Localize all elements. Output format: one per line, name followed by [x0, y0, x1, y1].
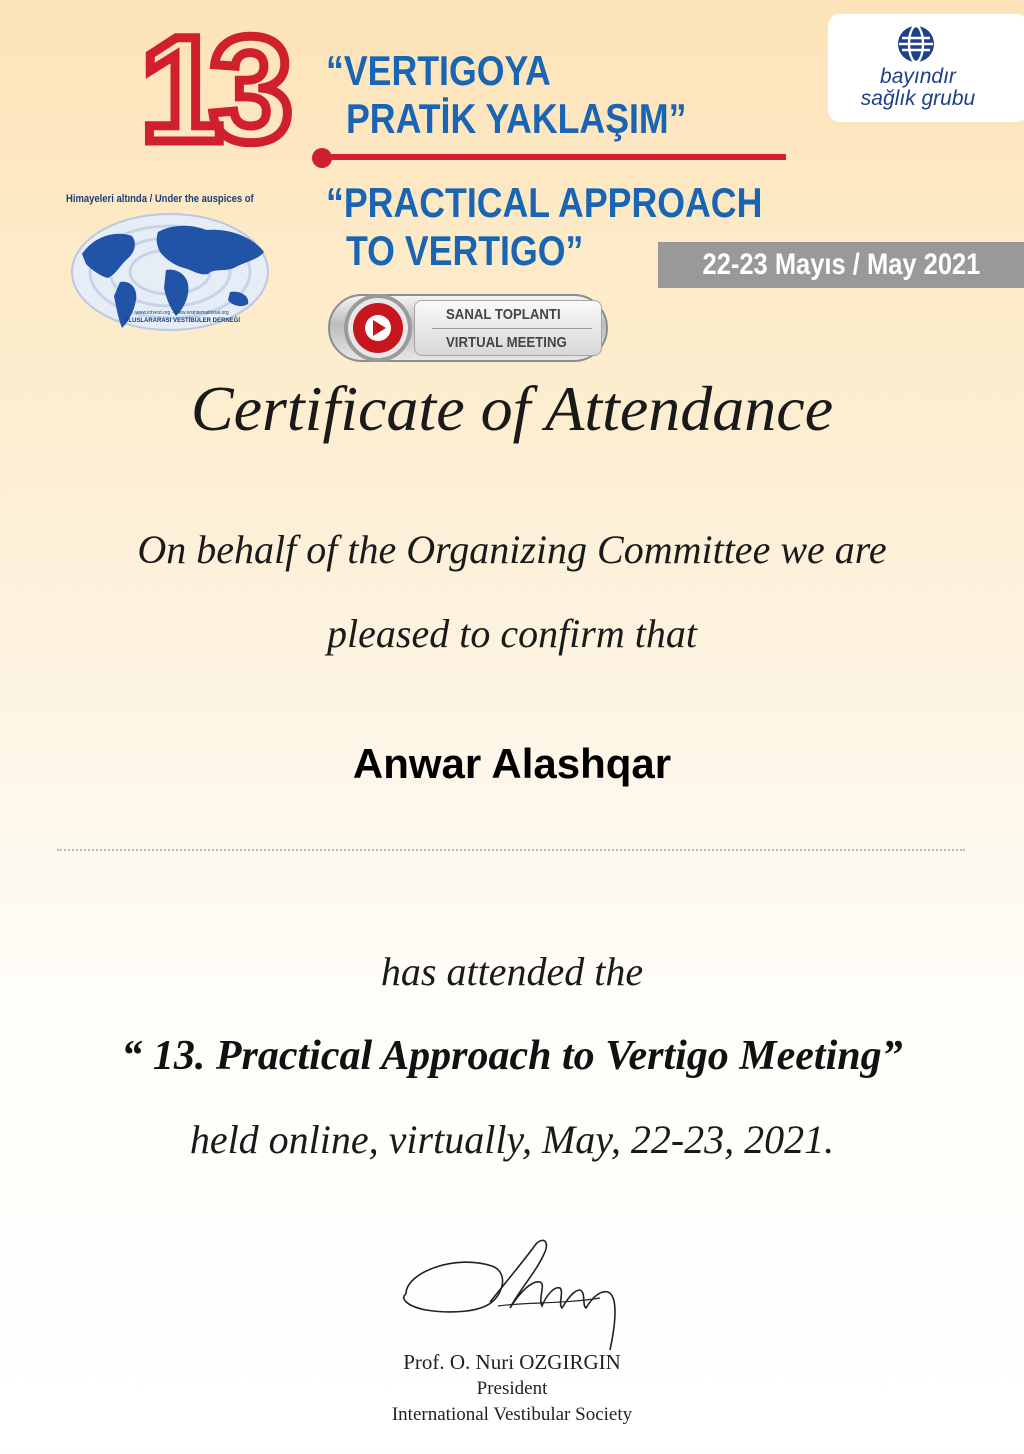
society-logo — [68, 210, 272, 338]
sponsor-subtitle: sağlık grubu — [860, 87, 976, 110]
attended-text: has attended the — [380, 949, 644, 994]
title-tr-line2: PRATİK YAKLAŞIM” — [346, 95, 687, 142]
meeting-name: “ 13. Practical Approach to Vertigo Meeting” — [121, 1033, 903, 1079]
society-logo-text: ULUSLARARASI VESTİBÜLER DERNEĞİ — [124, 318, 241, 324]
title-divider — [330, 154, 786, 160]
name-underline — [57, 849, 965, 851]
auspices-label: Himayeleri altında / Under the auspices of — [66, 193, 254, 205]
meeting-details: held online, virtually, May, 22-23, 2021. — [189, 1117, 835, 1162]
signature — [396, 1232, 628, 1352]
title-tr-line1: “VERTIGOYA — [326, 47, 551, 94]
virtual-badge-en: VIRTUAL MEETING — [446, 334, 567, 351]
title-en-line1: “PRACTICAL APPROACH — [326, 179, 763, 226]
date-badge-text: 22-23 Mayıs / May 2021 — [702, 248, 980, 281]
play-icon — [330, 292, 426, 364]
certificate-title: Certificate of Attendance — [190, 373, 834, 444]
sponsor-name: bayındır — [880, 65, 956, 88]
edition-dot — [312, 148, 332, 168]
title-en-line2: TO VERTIGO” — [346, 227, 584, 274]
virtual-badge-divider — [432, 328, 592, 329]
virtual-badge-tr: SANAL TOPLANTI — [446, 306, 561, 323]
bayindir-logo-icon — [896, 24, 936, 64]
society-logo-url: www.intvest.org - www.ivsinternational.org — [135, 310, 229, 316]
date-badge — [658, 242, 1024, 288]
signatory-role: President — [476, 1378, 548, 1399]
signatory-name: Prof. O. Nuri OZGIRGIN — [403, 1350, 621, 1374]
recipient-name: Anwar Alashqar — [352, 740, 672, 787]
intro-line-1: On behalf of the Organizing Committee we are — [137, 527, 887, 572]
edition-number: 13 — [140, 5, 279, 173]
intro-line-2: pleased to confirm that — [327, 611, 697, 656]
signatory-organization: International Vestibular Society — [391, 1404, 633, 1425]
